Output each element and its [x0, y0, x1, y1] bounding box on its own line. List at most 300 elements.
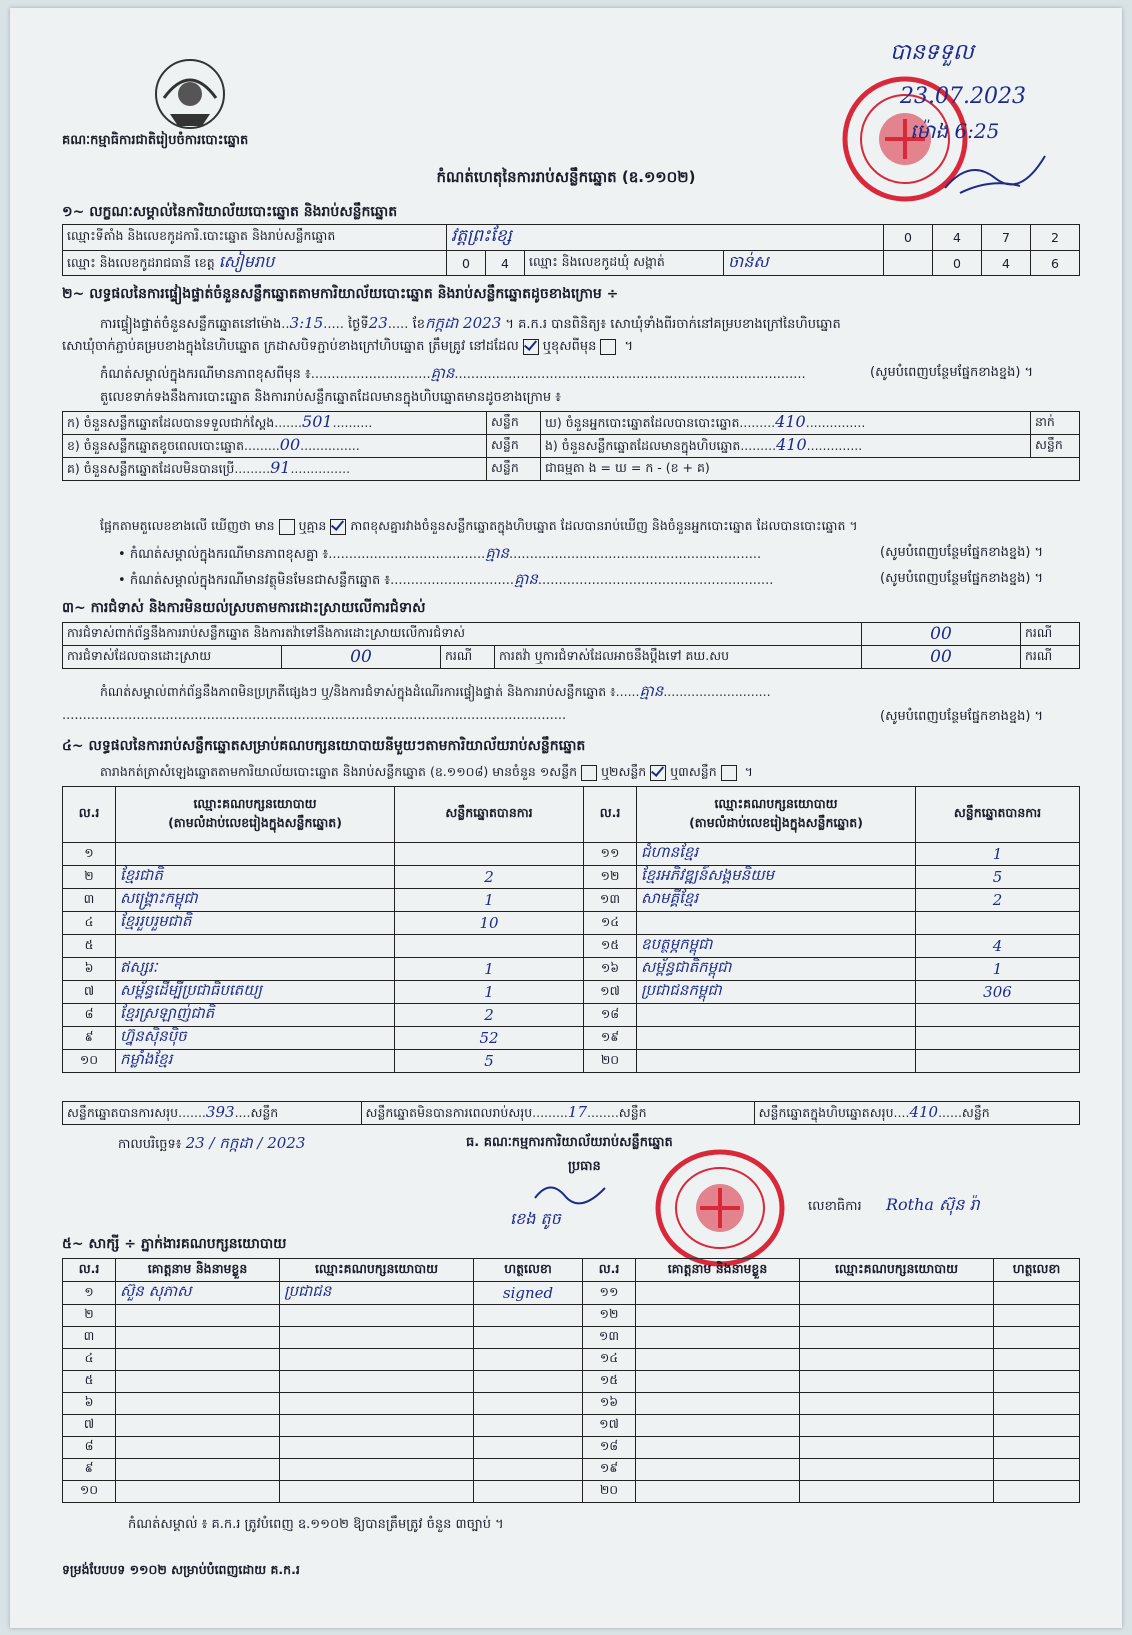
result-votes: 1	[395, 889, 584, 912]
witness-signature	[994, 1327, 1080, 1349]
witness-name	[636, 1415, 800, 1437]
result-party	[637, 1027, 916, 1050]
location-code-1: 0	[884, 225, 933, 251]
commune-value: ចាន់ស	[724, 251, 884, 276]
verification-text-b: ថ្ងៃទី	[348, 317, 369, 332]
valid-total-unit: សន្លឹក	[250, 1104, 279, 1120]
witness-party	[800, 1282, 994, 1305]
result-no: ១	[63, 843, 116, 866]
results-row	[63, 889, 1080, 912]
results-col-party-right-title: ឈ្មោះគណបក្សនយោបាយ	[714, 795, 838, 811]
section-1-table	[62, 224, 1080, 276]
result-no: ២០	[584, 1050, 637, 1073]
chair-name: ខេង តូច	[510, 1209, 561, 1228]
one-sheet-checkbox[interactable]	[581, 765, 597, 781]
box-ballots-unit: សន្លឹក	[1031, 435, 1080, 458]
witness-party	[280, 1481, 474, 1503]
witness-name	[636, 1371, 800, 1393]
witness-party	[800, 1393, 994, 1415]
witness-no: ១៧	[583, 1415, 636, 1437]
witness-no: ១៩	[583, 1459, 636, 1481]
results-col-party-right	[637, 787, 916, 843]
spoiled-ballots-value: 00	[279, 435, 301, 454]
difference-note-label: កំណត់សម្គាល់ក្នុងករណីមានភាពខុសពីមុន ៖	[100, 367, 311, 382]
province-code-1: 0	[447, 251, 486, 276]
witness-name	[636, 1393, 800, 1415]
fill-hint-4: (សូមបំពេញបន្ថែមផ្នែកខាងខ្នង) ។	[880, 709, 1044, 724]
witness-party	[280, 1327, 474, 1349]
witness-no: ១៨	[583, 1437, 636, 1459]
witness-no: ៨	[63, 1437, 116, 1459]
objections-value: 00	[862, 623, 1021, 646]
secretary-label: លេខាធិការ	[808, 1199, 862, 1214]
witness-party	[280, 1459, 474, 1481]
witness-signature	[994, 1349, 1080, 1371]
objections-unit: ករណី	[1021, 623, 1080, 646]
result-party: សង្គ្រោះកម្ពុជា	[116, 889, 395, 912]
witness-col-no-left: ល.រ	[63, 1259, 116, 1282]
witness-no: ៣	[63, 1327, 116, 1349]
box-total-label: សន្លឹកឆ្នោតក្នុងហិបឆ្នោតសរុប	[758, 1104, 894, 1120]
results-col-party-left-title: ឈ្មោះគណបក្សនយោបាយ	[193, 795, 317, 811]
witness-body	[63, 1282, 1080, 1503]
province-label: ឈ្មោះ និងលេខកូដរាជធានី ខេត្ត	[67, 255, 215, 270]
result-party: ហ្វ៊ុនស៊ិនប៉ិច	[116, 1027, 395, 1050]
stamp-signature	[940, 148, 1050, 198]
spoiled-ballots-unit: សន្លឹក	[487, 435, 541, 458]
resolved-unit: ករណី	[441, 646, 495, 669]
witness-signature	[474, 1415, 583, 1437]
witness-signature: signed	[474, 1282, 583, 1305]
verification-text-a: ការផ្ទៀងផ្ទាត់ចំនួនសន្លឹកឆ្នោតនៅម៉ោង	[100, 317, 282, 332]
witness-no: ២	[63, 1305, 116, 1327]
box-ballots-label: ង) ចំនួនសន្លឹកឆ្នោតដែលមានក្នុងហិបឆ្នោត	[545, 438, 741, 453]
witness-name	[116, 1305, 280, 1327]
result-votes: 1	[395, 958, 584, 981]
result-votes: 1	[916, 843, 1080, 866]
results-col-votes-right: សន្លឹកឆ្នោតបានការ	[916, 787, 1080, 843]
witness-signature	[474, 1349, 583, 1371]
sheet-count-text: តារាងកត់ត្រាសំឡេងឆ្នោតតាមការិយាល័យបោះឆ្នោត និងរាប់សន្លឹកឆ្នោត (ឧ.១១០៨) មានចំនួន ១សន្លឹក	[100, 764, 578, 779]
witness-col-party-left: ឈ្មោះគណបក្សនយោបាយ	[280, 1259, 474, 1282]
result-votes: 306	[916, 981, 1080, 1004]
unused-ballots-label: គ) ចំនួនសន្លឹកឆ្នោតដែលមិនបានប្រើ	[67, 461, 235, 476]
result-party	[116, 843, 395, 866]
province-value: សៀមរាប	[218, 252, 275, 271]
results-body	[63, 843, 1080, 1073]
voters-unit: នាក់	[1031, 412, 1080, 435]
witness-name	[636, 1305, 800, 1327]
three-sheets-label: ឬ៣សន្លឹក	[670, 764, 717, 779]
irregularity-note-label: កំណត់សម្គាល់ពាក់ព័ន្ធនឹងភាពមិនប្រក្រតីផ្សេងៗ ឬ/និងការជំទាស់ក្នុងដំណើរការផ្ទៀងផ្ទាត់ និងការរាប់សន្លឹកឆ្នោត ៖	[100, 684, 616, 699]
witness-name	[636, 1282, 800, 1305]
verification-text-c: ខែ	[412, 317, 425, 332]
result-votes: 5	[395, 1050, 584, 1073]
witness-row	[63, 1415, 1080, 1437]
verification-text-e: សោឃុំចាក់ភ្ជាប់គម្របខាងក្នុងនៃហិបឆ្នោត ក្រដាសបិទភ្ជាប់ខាងក្រៅហិបឆ្នោត ត្រឹមត្រូវ នៅដដែល	[62, 339, 519, 354]
witness-signature	[994, 1393, 1080, 1415]
result-votes	[916, 1050, 1080, 1073]
witness-party: ប្រជាជន	[280, 1282, 474, 1305]
witness-party	[800, 1305, 994, 1327]
witness-no: ៥	[63, 1371, 116, 1393]
result-votes: 52	[395, 1027, 584, 1050]
discrepancy-text-a: ផ្អែកតាមតួលេខខាងលើ ឃើញថា មាន	[100, 518, 275, 533]
result-no: ៧	[63, 981, 116, 1004]
box-total-value: 410	[909, 1102, 939, 1121]
result-no: ៨	[63, 1004, 116, 1027]
verification-line-2: សោឃុំចាក់ភ្ជាប់គម្របខាងក្នុងនៃហិបឆ្នោត ក្រដាសបិទភ្ជាប់ខាងក្រៅហិបឆ្នោត ត្រឹមត្រូវ នៅដដែល ឬខុសពីមុន ។	[62, 339, 634, 354]
results-row	[63, 866, 1080, 889]
result-no: ១៣	[584, 889, 637, 912]
witness-col-name-right: គោត្តនាម និងនាមខ្លួន	[636, 1259, 800, 1282]
valid-total-label: សន្លឹកឆ្នោតបានការសរុប	[67, 1104, 179, 1120]
location-label: ឈ្មោះទីតាំង និងលេខកូដការិ.បោះឆ្នោត និងរាប់សន្លឹកឆ្នោត	[63, 225, 447, 251]
result-party: ខ្មែររួបរួមជាតិ	[116, 912, 395, 935]
witness-name	[116, 1327, 280, 1349]
commune-code-1: 0	[933, 251, 982, 276]
results-row	[63, 843, 1080, 866]
difference-note-value: គ្មាន	[430, 364, 455, 382]
result-no: ១៤	[584, 912, 637, 935]
discrepancy-text-b: ឬគ្មាន	[298, 518, 327, 533]
appealable-label: ការតវ៉ា ឬការជំទាស់ដែលអាចនឹងប្តឹងទៅ គឃ.សប	[495, 646, 862, 669]
witness-party	[280, 1415, 474, 1437]
results-row	[63, 981, 1080, 1004]
footnote: កំណត់សម្គាល់ ៖ គ.ក.រ ត្រូវបំពេញ ឧ.១១០២ ឱ្យបានត្រឹមត្រូវ ចំនួន ៣ច្បាប់ ។	[128, 1517, 504, 1532]
witness-no: ១០	[63, 1481, 116, 1503]
discrepancy-note-value: គ្មាន	[485, 544, 510, 562]
committee-label: ធ. គណៈកម្មការការិយាល័យរាប់សន្លឹកឆ្នោត	[466, 1135, 673, 1150]
location-code-2: 4	[933, 225, 982, 251]
witness-row	[63, 1393, 1080, 1415]
changed-checkbox[interactable]	[600, 339, 616, 355]
witness-party	[800, 1349, 994, 1371]
witness-party	[800, 1415, 994, 1437]
irregularity-note-line: កំណត់សម្គាល់ពាក់ព័ន្ធនឹងភាពមិនប្រក្រតីផ្សេងៗ ឬ/និងការជំទាស់ក្នុងដំណើរការផ្ទៀងផ្ទាត់ និងការរាប់សន្លឹកឆ្នោត ៖......គ្មាន...........................	[100, 682, 771, 700]
result-votes: 2	[395, 1004, 584, 1027]
foreign-object-note-value: គ្មាន	[514, 570, 538, 588]
sheet-count-line: តារាងកត់ត្រាសំឡេងឆ្នោតតាមការិយាល័យបោះឆ្នោត និងរាប់សន្លឹកឆ្នោត (ឧ.១១០៨) មានចំនួន ១សន្លឹក ឬ២សន្លឹក ឬ៣សន្លឹក ។	[100, 764, 753, 779]
chair-signature	[530, 1178, 610, 1208]
unchanged-checkbox[interactable]	[523, 339, 539, 355]
commune-code-3: 6	[1031, 251, 1080, 276]
witness-no: ១៦	[583, 1393, 636, 1415]
valid-total-value: 393	[205, 1102, 235, 1121]
fill-hint-3: (សូមបំពេញបន្ថែមផ្នែកខាងខ្នង) ។	[880, 571, 1044, 586]
witness-signature	[994, 1459, 1080, 1481]
voters-label: ឃ) ចំនួនអ្នកបោះឆ្នោតដែលបានបោះឆ្នោត	[545, 415, 740, 430]
received-ballots-unit: សន្លឹក	[487, 412, 541, 435]
difference-note-line: កំណត់សម្គាល់ក្នុងករណីមានភាពខុសពីមុន ៖.............................គ្មាន.....................................................................................	[100, 364, 806, 382]
verification-text-d: ។ គ.ក.រ បានពិនិត្យ៖ សោឃុំទាំងពីរចាក់នៅគម្របខាងក្រៅនៃហិបឆ្នោត	[505, 317, 841, 332]
section-3-heading: ៣~ ការជំទាស់ និងការមិនយល់ស្របតាមការដោះស្រាយលើការជំទាស់	[62, 600, 426, 616]
witness-signature	[994, 1415, 1080, 1437]
section-2-heading: ២~ លទ្ធផលនៃការផ្ទៀងផ្ទាត់ចំនួនសន្លឹកឆ្នោតតាមការិយាល័យបោះឆ្នោត និងរាប់សន្លឹកឆ្នោតដូចខាងក្រោម ÷	[62, 286, 619, 302]
irregularity-note-value: គ្មាន	[639, 682, 664, 700]
result-party	[637, 1050, 916, 1073]
results-row	[63, 1050, 1080, 1073]
results-col-no-left: ល.រ	[63, 787, 116, 843]
location-code-3: 7	[982, 225, 1031, 251]
discrepancy-note-label: កំណត់សម្គាល់ក្នុងករណីមានភាពខុសគ្នា ៖	[129, 547, 329, 562]
witness-party	[280, 1371, 474, 1393]
results-row	[63, 935, 1080, 958]
result-no: ៥	[63, 935, 116, 958]
witness-no: ៦	[63, 1393, 116, 1415]
verification-month-year: កក្កដា 2023	[424, 314, 502, 332]
witness-name	[636, 1349, 800, 1371]
received-ballots-value: 501	[302, 412, 333, 431]
nec-logo	[150, 54, 230, 132]
witness-col-party-right: ឈ្មោះគណបក្សនយោបាយ	[800, 1259, 994, 1282]
result-votes: 2	[395, 866, 584, 889]
date-label: កាលបរិច្ឆេទ៖	[118, 1137, 182, 1152]
witness-party	[280, 1437, 474, 1459]
date-line	[118, 1134, 305, 1156]
result-party: សម្ព័ន្ធដើម្បីប្រជាធិបតេយ្យ	[116, 981, 395, 1004]
result-no: ១០	[63, 1050, 116, 1073]
fill-hint-2: (សូមបំពេញបន្ថែមផ្នែកខាងខ្នង) ។	[880, 545, 1044, 560]
witness-signature	[994, 1305, 1080, 1327]
witness-signature	[474, 1481, 583, 1503]
stamp-time: ម៉ោង 6:25	[910, 119, 1000, 143]
result-no: ៩	[63, 1027, 116, 1050]
witness-col-sign-left: ហត្ថលេខា	[474, 1259, 583, 1282]
formula: ជាធម្មតា ង = ឃ = ក - (ខ + គ)	[541, 458, 1080, 481]
section-1-heading: ១~ លក្ខណៈសម្គាល់នៃការិយាល័យបោះឆ្នោត និងរាប់សន្លឹកឆ្នោត	[62, 204, 398, 220]
result-votes: 5	[916, 866, 1080, 889]
appealable-unit: ករណី	[1021, 646, 1080, 669]
witness-row	[63, 1282, 1080, 1305]
secretary-name: Rotha ស៊ុន រ៉ា	[886, 1195, 980, 1214]
result-votes: 1	[916, 958, 1080, 981]
irregularity-extra-line: ..........................................................................................................................	[62, 708, 567, 723]
section-5-heading: ៥~ សាក្សី ÷ ភ្នាក់ងារគណបក្សនយោបាយ	[62, 1236, 287, 1252]
stamp-received-label: បានទទួល	[890, 40, 974, 65]
result-no: ១៥	[584, 935, 637, 958]
witness-row	[63, 1305, 1080, 1327]
result-no: ៤	[63, 912, 116, 935]
discrepancy-text-c: ភាពខុសគ្នារវាងចំនួនសន្លឹកឆ្នោតក្នុងហិបឆ្នោត ដែលបានរាប់ឃើញ និងចំនួនអ្នកបោះឆ្នោត ដែលបានបោះឆ្នោត ។	[350, 518, 858, 533]
invalid-total-unit: សន្លឹក	[618, 1104, 647, 1120]
witness-signature	[474, 1327, 583, 1349]
result-party: ឧបត្ថម្ភកម្ពុជា	[637, 935, 916, 958]
witness-row	[63, 1349, 1080, 1371]
results-col-party-left	[116, 787, 395, 843]
witness-no: ៤	[63, 1349, 116, 1371]
verification-time: 3:15	[289, 314, 324, 332]
has-discrepancy-checkbox[interactable]	[279, 519, 295, 535]
discrepancy-note-line: • កំណត់សម្គាល់ក្នុងករណីមានភាពខុសគ្នា ៖......................................គ្មាន.............................................................	[118, 544, 762, 562]
objections-label: ការជំទាស់ពាក់ព័ន្ធនឹងការរាប់សន្លឹកឆ្នោត និងការតវ៉ាទៅនឹងការដោះស្រាយលើការជំទាស់	[63, 623, 862, 646]
result-no: ១២	[584, 866, 637, 889]
result-no: ៣	[63, 889, 116, 912]
page-title: កំណត់ហេតុនៃការរាប់សន្លឹកឆ្នោត (ឧ.១១០២)	[436, 168, 696, 186]
result-party: ប្រជាជនកម្ពុជា	[637, 981, 916, 1004]
province-code-2: 4	[486, 251, 525, 276]
unused-ballots-value: 91	[270, 458, 291, 477]
section-4-heading: ៤~ លទ្ធផលនៃការរាប់សន្លឹកឆ្នោតសម្រាប់គណបក្សនយោបាយនីមួយៗតាមការិយាល័យរាប់សន្លឹកឆ្នោត	[62, 738, 586, 754]
witness-name	[636, 1481, 800, 1503]
result-party: ខ្មែរស្រឡាញ់ជាតិ	[116, 1004, 395, 1027]
witness-party	[800, 1371, 994, 1393]
totals-table: សន្លឹកឆ្នោតបានការសរុប.......393....សន្លឹក សន្លឹកឆ្នោតមិនបានការពេលរាប់សរុប.........17........សន្លឹក សន្លឹកឆ្នោតក្នុងហិបឆ្នោតសរុប....410......សន្លឹក	[62, 1101, 1080, 1125]
witness-no: ២០	[583, 1481, 636, 1503]
witness-signature	[474, 1305, 583, 1327]
appealable-value: 00	[862, 646, 1021, 669]
witness-signature	[994, 1282, 1080, 1305]
witness-party	[800, 1327, 994, 1349]
org-name: គណៈកម្មាធិការជាតិរៀបចំការបោះឆ្នោត	[62, 133, 249, 148]
witness-row	[63, 1481, 1080, 1503]
no-discrepancy-checkbox[interactable]	[330, 519, 346, 535]
witness-name	[636, 1459, 800, 1481]
form-sheet	[10, 8, 1122, 1628]
commune-code-2: 4	[982, 251, 1031, 276]
official-stamp-bottom	[650, 1148, 790, 1268]
witness-party	[800, 1481, 994, 1503]
changed-label: ឬខុសពីមុន	[542, 339, 597, 354]
witness-party	[280, 1349, 474, 1371]
result-party: ខ្មែរអភិវឌ្ឍន៍សង្គមនិយម	[637, 866, 916, 889]
resolved-value: 00	[282, 646, 441, 669]
spoiled-ballots-label: ខ) ចំនួនសន្លឹកឆ្នោតខូចពេលបោះឆ្នោត	[67, 438, 245, 453]
result-votes: 1	[395, 981, 584, 1004]
result-votes	[916, 1027, 1080, 1050]
result-party: សម្ព័ន្ធជាតិកម្ពុជា	[637, 958, 916, 981]
result-no: ២	[63, 866, 116, 889]
results-col-votes-left: សន្លឹកឆ្នោតបានការ	[395, 787, 584, 843]
result-no: ១៨	[584, 1004, 637, 1027]
foreign-object-note-label: កំណត់សម្គាល់ក្នុងករណីមានវត្ថុមិនមែនជាសន្លឹកឆ្នោត ៖	[129, 573, 391, 588]
objections-table	[62, 622, 1080, 669]
results-col-party-right-sub: (តាមលំដាប់លេខរៀងក្នុងសន្លឹកឆ្នោត)	[689, 814, 863, 830]
result-party: ជំហានខ្មែរ	[637, 843, 916, 866]
result-votes	[395, 935, 584, 958]
witness-signature	[474, 1459, 583, 1481]
witness-name	[636, 1327, 800, 1349]
witness-signature	[474, 1393, 583, 1415]
result-no: ១៩	[584, 1027, 637, 1050]
witness-no: ១២	[583, 1305, 636, 1327]
witness-col-no-right: ល.រ	[583, 1259, 636, 1282]
results-col-party-left-sub: (តាមលំដាប់លេខរៀងក្នុងសន្លឹកឆ្នោត)	[168, 814, 342, 830]
received-ballots-label: ក) ចំនួនសន្លឹកឆ្នោតដែលបានទទួលជាក់ស្តែង	[67, 415, 275, 430]
result-party: ឥស្សរៈ	[116, 958, 395, 981]
result-party: ខ្មែរជាតិ	[116, 866, 395, 889]
witness-row	[63, 1371, 1080, 1393]
result-votes	[916, 1004, 1080, 1027]
result-votes	[916, 912, 1080, 935]
two-sheets-label: ឬ២សន្លឹក	[601, 764, 647, 779]
invalid-total-value: 17	[567, 1102, 587, 1121]
result-votes: 2	[916, 889, 1080, 912]
witness-row	[63, 1327, 1080, 1349]
witness-col-name-left: គោត្តនាម និងនាមខ្លួន	[116, 1259, 280, 1282]
verification-line-1: ការផ្ទៀងផ្ទាត់ចំនួនសន្លឹកឆ្នោតនៅម៉ោង..3:15..... ថ្ងៃទី23..... ខែកក្កដា 2023 ។ គ.ក.រ បានពិនិត្យ៖ សោឃុំទាំងពីរចាក់នៅគម្របខាងក្រៅនៃហិបឆ្នោត	[100, 314, 841, 332]
witness-party	[280, 1393, 474, 1415]
chair-label: ប្រធាន	[568, 1159, 601, 1174]
witness-signature	[994, 1481, 1080, 1503]
witness-col-sign-right: ហត្ថលេខា	[994, 1259, 1080, 1282]
witness-signature	[994, 1371, 1080, 1393]
witness-party	[800, 1437, 994, 1459]
witness-signature	[474, 1371, 583, 1393]
result-party: សាមគ្គីខ្មែរ	[637, 889, 916, 912]
witness-no: ១	[63, 1282, 116, 1305]
form-footer: ទម្រង់បែបបទ ១១០២ សម្រាប់បំពេញដោយ គ.ក.រ	[62, 1562, 300, 1577]
location-value: វត្តព្រះខ្សែ	[447, 225, 884, 251]
witness-no: ១៥	[583, 1371, 636, 1393]
witness-no: ៧	[63, 1415, 116, 1437]
results-row	[63, 1027, 1080, 1050]
witness-no: ១១	[583, 1282, 636, 1305]
result-party	[637, 912, 916, 935]
result-votes	[395, 843, 584, 866]
witness-name	[116, 1481, 280, 1503]
results-row	[63, 958, 1080, 981]
unused-ballots-unit: សន្លឹក	[487, 458, 541, 481]
witness-name	[636, 1437, 800, 1459]
result-no: ១៧	[584, 981, 637, 1004]
invalid-total-label: សន្លឹកឆ្នោតមិនបានការពេលរាប់សរុប	[365, 1104, 533, 1120]
figures-table: ក) ចំនួនសន្លឹកឆ្នោតដែលបានទទួលជាក់ស្តែង.......501.......... សន្លឹក ឃ) ចំនួនអ្នកបោះឆ្នោតដែលបានបោះឆ្នោត.........410............... នាក់ ខ) ចំនួនសន្លឹកឆ្នោតខូចពេលបោះឆ្នោត.........00............... សន្លឹក ង) ចំនួនសន្លឹកឆ្នោតដែលមានក្នុងហិបឆ្នោត.........410.............. សន្លឹក គ) ចំនួនសន្លឹកឆ្នោតដែលមិនបានប្រើ.........91............... សន្លឹក ជាធម្មតា ង = ឃ = ក - (ខ + គ)	[62, 411, 1080, 481]
figures-intro: តួលេខទាក់ទងនឹងការបោះឆ្នោត និងការរាប់សន្លឹកឆ្នោតដែលមានក្នុងហិបឆ្នោតមានដូចខាងក្រោម ៖	[100, 390, 561, 405]
date-value: 23 / កក្កដា / 2023	[185, 1134, 306, 1152]
result-no: ១៦	[584, 958, 637, 981]
location-code-4: 2	[1031, 225, 1080, 251]
stamp-date: 23.07.2023	[900, 84, 1026, 109]
witness-name	[116, 1349, 280, 1371]
results-row	[63, 1004, 1080, 1027]
result-votes: 10	[395, 912, 584, 935]
box-ballots-value: 410	[776, 435, 807, 454]
results-table	[62, 786, 1080, 1073]
result-party	[116, 935, 395, 958]
witness-row	[63, 1437, 1080, 1459]
witness-no: ១៤	[583, 1349, 636, 1371]
witness-party	[280, 1305, 474, 1327]
results-col-no-right: ល.រ	[584, 787, 637, 843]
foreign-object-note-line: • កំណត់សម្គាល់ក្នុងករណីមានវត្ថុមិនមែនជាសន្លឹកឆ្នោត ៖..............................គ្មាន.........................................................	[118, 570, 774, 588]
witness-name: ស៊ួន សុភាស	[116, 1282, 280, 1305]
fill-hint-1: (សូមបំពេញបន្ថែមផ្នែកខាងខ្នង) ។	[870, 365, 1034, 380]
result-party	[637, 1004, 916, 1027]
voters-value: 410	[775, 412, 806, 431]
result-votes: 4	[916, 935, 1080, 958]
two-sheets-checkbox[interactable]	[650, 765, 666, 781]
box-total-unit: សន្លឹក	[961, 1104, 990, 1120]
witness-table	[62, 1258, 1080, 1503]
results-row	[63, 912, 1080, 935]
witness-party	[800, 1459, 994, 1481]
discrepancy-line	[100, 518, 858, 537]
result-party: កម្លាំងខ្មែរ	[116, 1050, 395, 1073]
witness-no: ៩	[63, 1459, 116, 1481]
verification-day: 23	[368, 314, 388, 332]
witness-signature	[474, 1437, 583, 1459]
witness-row	[63, 1459, 1080, 1481]
witness-name	[116, 1459, 280, 1481]
three-sheets-checkbox[interactable]	[721, 765, 737, 781]
result-no: ១១	[584, 843, 637, 866]
witness-signature	[994, 1437, 1080, 1459]
witness-name	[116, 1437, 280, 1459]
witness-name	[116, 1393, 280, 1415]
witness-name	[116, 1415, 280, 1437]
resolved-label: ការជំទាស់ដែលបានដោះស្រាយ	[63, 646, 282, 669]
